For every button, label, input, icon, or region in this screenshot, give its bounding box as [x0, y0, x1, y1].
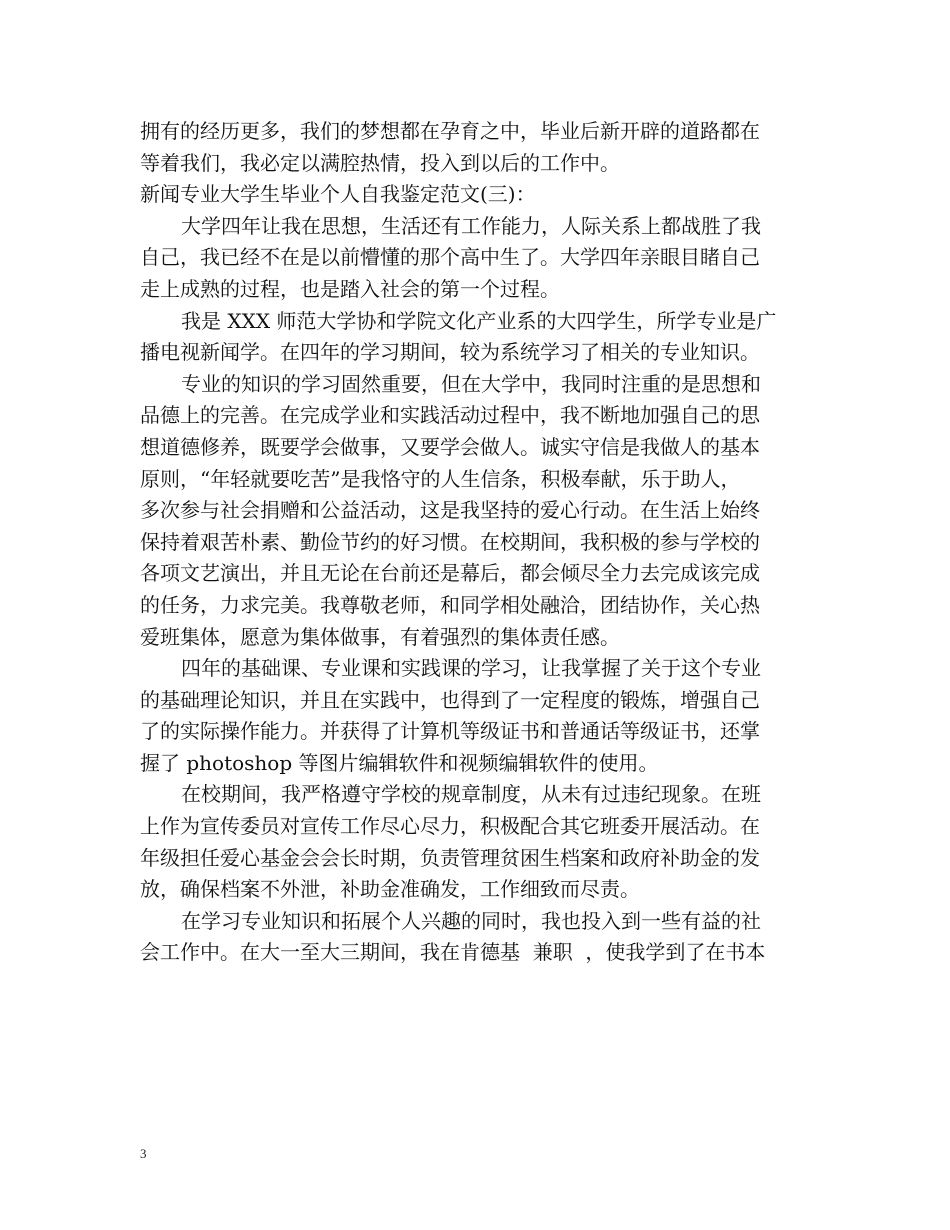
paragraph-first-line: 四年的基础课、专业课和实践课的学习，让我掌握了关于这个专业 — [181, 656, 761, 681]
text-line: 自己，我已经不在是以前懵懂的那个高中生了。大学四年亲眼目睹自己 — [140, 245, 760, 270]
text-line: 播电视新闻学。在四年的学习期间，较为系统学习了相关的专业知识。 — [140, 340, 760, 365]
paragraph-first-line: 大学四年让我在思想，生活还有工作能力，人际关系上都战胜了我 — [181, 213, 761, 238]
text-line: 爱班集体，愿意为集体做事，有着强烈的集体责任感。 — [140, 624, 620, 649]
paragraph-first-line: 我是 XXX 师范大学协和学院文化产业系的大四学生，所学专业是广 — [181, 308, 777, 333]
text-line: 的任务，力求完美。我尊敬老师，和同学相处融洽，团结协作，关心热 — [140, 592, 760, 617]
section-heading: 新闻专业大学生毕业个人自我鉴定范文(三)： — [140, 182, 536, 207]
paragraph-first-line: 在学习专业知识和拓展个人兴趣的同时，我也投入到一些有益的社 — [181, 908, 761, 933]
paragraph-first-line: 专业的知识的学习固然重要，但在大学中，我同时注重的是思想和 — [181, 371, 761, 396]
body-text — [140, 116, 820, 969]
text-line: 多次参与社会捐赠和公益活动，这是我坚持的爱心行动。在生活上始终 — [140, 498, 760, 523]
text-line: 握了 photoshop 等图片编辑软件和视频编辑软件的使用。 — [140, 750, 659, 775]
text-line: 等着我们，我必定以满腔热情，投入到以后的工作中。 — [140, 150, 620, 175]
text-line: 的基础理论知识，并且在实践中，也得到了一定程度的锻炼，增强自己 — [140, 687, 760, 712]
page-number: 3 — [140, 1146, 147, 1161]
text-line: 各项文艺演出，并且无论在台前还是幕后，都会倾尽全力去完成该完成 — [140, 561, 760, 586]
text-line: 保持着艰苦朴素、勤俭节约的好习惯。在校期间，我积极的参与学校的 — [140, 529, 760, 554]
text-line: 原则，“年轻就要吃苦”是我恪守的人生信条，积极奉献，乐于助人， — [140, 466, 741, 491]
text-line: 会工作中。在大一至大三期间，我在肯德基 兼职 ，使我学到了在书本 — [140, 940, 766, 965]
text-line: 拥有的经历更多，我们的梦想都在孕育之中，毕业后新开辟的道路都在 — [140, 119, 760, 143]
text-line: 想道德修养，既要学会做事，又要学会做人。诚实守信是我做人的基本 — [140, 434, 760, 459]
text-line: 上作为宣传委员对宣传工作尽心尽力，积极配合其它班委开展活动。在 — [140, 814, 760, 839]
paragraph-first-line: 在校期间，我严格遵守学校的规章制度，从未有过违纪现象。在班 — [181, 782, 761, 807]
text-line: 年级担任爱心基金会会长时期，负责管理贫困生档案和政府补助金的发 — [140, 845, 760, 870]
text-line: 了的实际操作能力。并获得了计算机等级证书和普通话等级证书，还掌 — [140, 719, 760, 744]
text-line: 品德上的完善。在完成学业和实践活动过程中，我不断地加强自己的思 — [140, 403, 760, 428]
text-line: 放，确保档案不外泄，补助金准确发，工作细致而尽责。 — [140, 877, 640, 902]
text-line: 走上成熟的过程，也是踏入社会的第一个过程。 — [140, 276, 560, 301]
